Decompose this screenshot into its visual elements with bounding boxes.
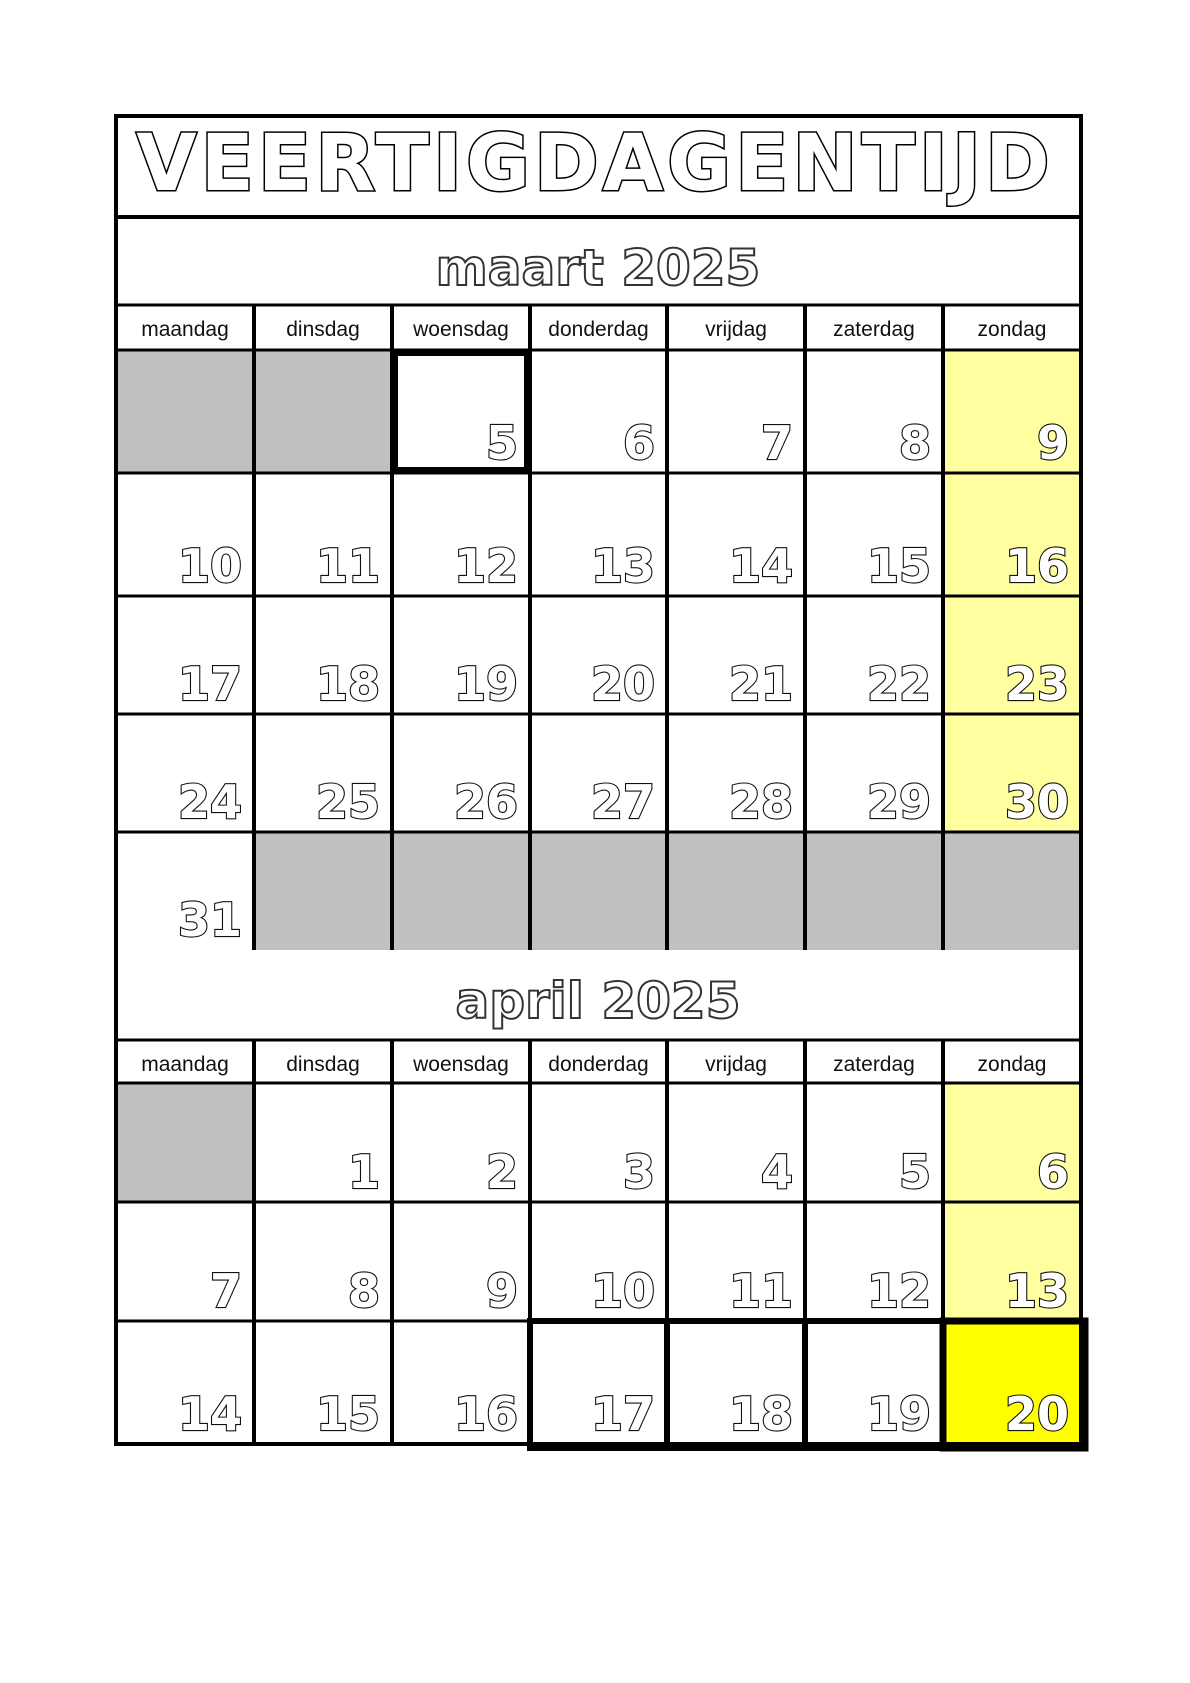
- calendar-title-logo: VEERTIGDAGENTIJD: [136, 119, 1054, 209]
- day-number: 25: [315, 775, 380, 829]
- day-number: 1: [347, 1145, 380, 1199]
- day-number: 20: [1004, 1387, 1069, 1441]
- day-number: 14: [728, 539, 793, 593]
- day-name-donderdag: donderdag: [548, 1053, 649, 1076]
- day-number: 13: [1004, 1264, 1069, 1318]
- day-number: 23: [1004, 657, 1069, 711]
- day-number: 8: [898, 416, 931, 470]
- day-name-zaterdag: zaterdag: [833, 1053, 915, 1076]
- day-number: 7: [209, 1264, 242, 1318]
- month-title: april 2025: [455, 972, 741, 1030]
- day-number: 16: [1004, 539, 1069, 593]
- day-number: 29: [866, 775, 931, 829]
- day-number: 7: [760, 416, 793, 470]
- day-number: 17: [177, 657, 242, 711]
- day-number: 11: [728, 1264, 793, 1318]
- day-number: 24: [177, 775, 242, 829]
- day-number: 12: [453, 539, 518, 593]
- day-number: 10: [177, 539, 242, 593]
- day-number: 5: [485, 416, 518, 470]
- day-number: 19: [866, 1387, 931, 1441]
- calendar-text: [136, 119, 1069, 1441]
- day-name-maandag: maandag: [141, 1053, 229, 1076]
- day-name-vrijdag: vrijdag: [705, 318, 767, 341]
- day-number: 2: [485, 1145, 518, 1199]
- day-name-dinsdag: dinsdag: [286, 1053, 360, 1076]
- day-number: 20: [590, 657, 655, 711]
- day-name-vrijdag: vrijdag: [705, 1053, 767, 1076]
- day-number: 9: [1036, 416, 1069, 470]
- empty-day-cell: [116, 350, 254, 473]
- day-number: 5: [898, 1145, 931, 1199]
- day-number: 8: [347, 1264, 380, 1318]
- day-number: 18: [315, 657, 380, 711]
- day-number: 15: [315, 1387, 380, 1441]
- day-number: 27: [590, 775, 655, 829]
- day-number: 14: [177, 1387, 242, 1441]
- day-number: 19: [453, 657, 518, 711]
- day-number: 9: [485, 1264, 518, 1318]
- day-number: 28: [728, 775, 793, 829]
- day-name-zondag: zondag: [977, 318, 1047, 341]
- empty-day-cell: [392, 832, 530, 950]
- day-number: 10: [590, 1264, 655, 1318]
- month-title: maart 2025: [435, 239, 761, 297]
- day-number: 26: [453, 775, 518, 829]
- empty-day-cell: [254, 832, 392, 950]
- day-number: 11: [315, 539, 380, 593]
- day-number: 15: [866, 539, 931, 593]
- day-number: 12: [866, 1264, 931, 1318]
- day-number: 17: [590, 1387, 655, 1441]
- empty-day-cell: [530, 832, 667, 950]
- day-name-dinsdag: dinsdag: [286, 318, 360, 341]
- day-name-donderdag: donderdag: [548, 318, 649, 341]
- day-name-zondag: zondag: [977, 1053, 1047, 1076]
- day-number: 18: [728, 1387, 793, 1441]
- empty-day-cell: [805, 832, 943, 950]
- empty-day-cell: [943, 832, 1081, 950]
- empty-day-cell: [667, 832, 805, 950]
- day-number: 4: [760, 1145, 793, 1199]
- day-number: 6: [1036, 1145, 1069, 1199]
- day-number: 16: [453, 1387, 518, 1441]
- day-number: 31: [177, 893, 242, 947]
- day-number: 30: [1004, 775, 1069, 829]
- empty-day-cell: [116, 1083, 254, 1202]
- day-name-woensdag: woensdag: [413, 1053, 509, 1076]
- day-number: 3: [622, 1145, 655, 1199]
- day-number: 6: [622, 416, 655, 470]
- day-number: 13: [590, 539, 655, 593]
- day-number: 22: [866, 657, 931, 711]
- day-name-maandag: maandag: [141, 318, 229, 341]
- day-name-woensdag: woensdag: [413, 318, 509, 341]
- empty-day-cell: [254, 350, 392, 473]
- day-number: 21: [728, 657, 793, 711]
- day-name-zaterdag: zaterdag: [833, 318, 915, 341]
